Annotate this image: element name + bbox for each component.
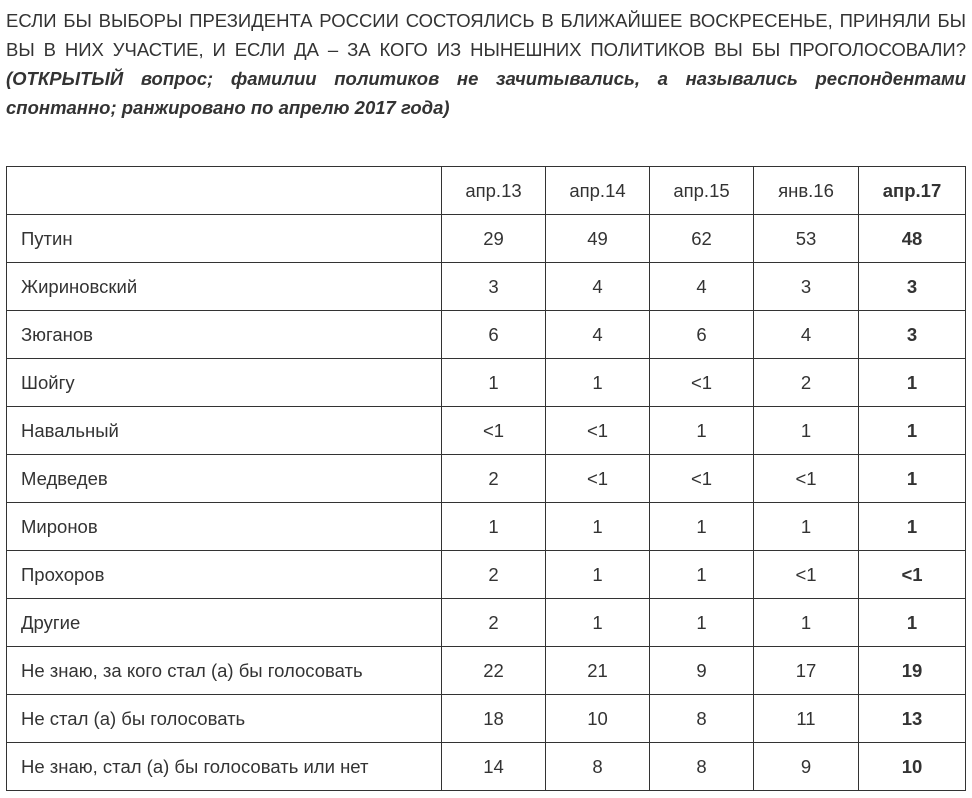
table-cell-latest: <1 xyxy=(859,551,966,599)
table-cell: 1 xyxy=(546,359,650,407)
table-cell: <1 xyxy=(546,455,650,503)
column-header-apr17: апр.17 xyxy=(859,167,966,215)
table-cell: 8 xyxy=(650,695,754,743)
table-cell: 1 xyxy=(546,551,650,599)
table-cell: 4 xyxy=(546,263,650,311)
table-cell: <1 xyxy=(650,359,754,407)
table-cell: 1 xyxy=(546,599,650,647)
poll-results-table xyxy=(6,166,966,791)
table-cell: 2 xyxy=(442,551,546,599)
table-cell: 53 xyxy=(754,215,859,263)
table-cell: 22 xyxy=(442,647,546,695)
table-cell: 2 xyxy=(754,359,859,407)
row-label: Шойгу xyxy=(7,359,442,407)
table-cell: 9 xyxy=(650,647,754,695)
table-row xyxy=(7,503,966,551)
table-cell-latest: 1 xyxy=(859,455,966,503)
header-row xyxy=(7,167,966,215)
table-row xyxy=(7,743,966,791)
table-cell: <1 xyxy=(754,551,859,599)
table-row xyxy=(7,647,966,695)
table-cell: 2 xyxy=(442,455,546,503)
table-cell: 4 xyxy=(650,263,754,311)
table-row xyxy=(7,599,966,647)
table-cell: 1 xyxy=(754,503,859,551)
table-row xyxy=(7,455,966,503)
column-header-apr14: апр.14 xyxy=(546,167,650,215)
table-cell: 10 xyxy=(546,695,650,743)
row-label: Другие xyxy=(7,599,442,647)
table-cell: 14 xyxy=(442,743,546,791)
question-text xyxy=(6,6,966,122)
table-cell: <1 xyxy=(754,455,859,503)
table-cell-latest: 1 xyxy=(859,599,966,647)
row-label: Навальный xyxy=(7,407,442,455)
table-cell-latest: 3 xyxy=(859,263,966,311)
table-cell-latest: 48 xyxy=(859,215,966,263)
table-cell: 1 xyxy=(754,599,859,647)
row-label: Жириновский xyxy=(7,263,442,311)
table-cell: 21 xyxy=(546,647,650,695)
question-note: (ОТКРЫТЫЙ вопрос; фамилии политиков не зачитывались, а назывались респондентами спонтанно; ранжировано по апрелю 2017 года) xyxy=(6,68,966,118)
table-cell: 62 xyxy=(650,215,754,263)
table-cell: 11 xyxy=(754,695,859,743)
table-cell: 17 xyxy=(754,647,859,695)
table-row xyxy=(7,551,966,599)
table-cell-latest: 3 xyxy=(859,311,966,359)
table-cell: 9 xyxy=(754,743,859,791)
table-cell: 4 xyxy=(754,311,859,359)
table-cell: <1 xyxy=(650,455,754,503)
row-label: Не знаю, стал (а) бы голосовать или нет xyxy=(7,743,442,791)
column-header-apr15: апр.15 xyxy=(650,167,754,215)
table-cell: 4 xyxy=(546,311,650,359)
table-cell: 8 xyxy=(546,743,650,791)
table-cell: 1 xyxy=(650,551,754,599)
table-row xyxy=(7,407,966,455)
table-cell: <1 xyxy=(546,407,650,455)
table-cell: 1 xyxy=(650,407,754,455)
table-cell: 1 xyxy=(442,503,546,551)
column-header-apr13: апр.13 xyxy=(442,167,546,215)
table-row xyxy=(7,311,966,359)
table-cell: 29 xyxy=(442,215,546,263)
column-header-jan16: янв.16 xyxy=(754,167,859,215)
table-cell: 1 xyxy=(546,503,650,551)
table-row xyxy=(7,359,966,407)
table-cell: 1 xyxy=(650,599,754,647)
table-cell: 18 xyxy=(442,695,546,743)
row-label: Не знаю, за кого стал (а) бы голосовать xyxy=(7,647,442,695)
table-cell: 8 xyxy=(650,743,754,791)
row-label: Миронов xyxy=(7,503,442,551)
row-label: Медведев xyxy=(7,455,442,503)
table-cell: 6 xyxy=(442,311,546,359)
table-cell: 3 xyxy=(754,263,859,311)
header-corner-cell xyxy=(7,167,442,215)
row-label: Путин xyxy=(7,215,442,263)
table-row xyxy=(7,215,966,263)
row-label: Зюганов xyxy=(7,311,442,359)
row-label: Не стал (а) бы голосовать xyxy=(7,695,442,743)
table-cell-latest: 1 xyxy=(859,407,966,455)
table-cell: 1 xyxy=(442,359,546,407)
table-cell-latest: 1 xyxy=(859,503,966,551)
table-cell: 49 xyxy=(546,215,650,263)
table-row xyxy=(7,263,966,311)
table-cell: 1 xyxy=(650,503,754,551)
question-main: ЕСЛИ БЫ ВЫБОРЫ ПРЕЗИДЕНТА РОССИИ СОСТОЯЛИСЬ В БЛИЖАЙШЕЕ ВОСКРЕСЕНЬЕ, ПРИНЯЛИ БЫ ВЫ В НИХ УЧАСТИЕ, И ЕСЛИ ДА – ЗА КОГО ИЗ НЫНЕШНИХ ПОЛИТИКОВ ВЫ БЫ ПРОГОЛОСОВАЛИ? xyxy=(6,10,966,60)
table-cell: 1 xyxy=(754,407,859,455)
table-cell: <1 xyxy=(442,407,546,455)
table-cell-latest: 19 xyxy=(859,647,966,695)
row-label: Прохоров xyxy=(7,551,442,599)
table-row xyxy=(7,695,966,743)
table-cell: 2 xyxy=(442,599,546,647)
table-cell-latest: 10 xyxy=(859,743,966,791)
table-cell-latest: 13 xyxy=(859,695,966,743)
table-cell: 3 xyxy=(442,263,546,311)
table-cell: 6 xyxy=(650,311,754,359)
table-cell-latest: 1 xyxy=(859,359,966,407)
